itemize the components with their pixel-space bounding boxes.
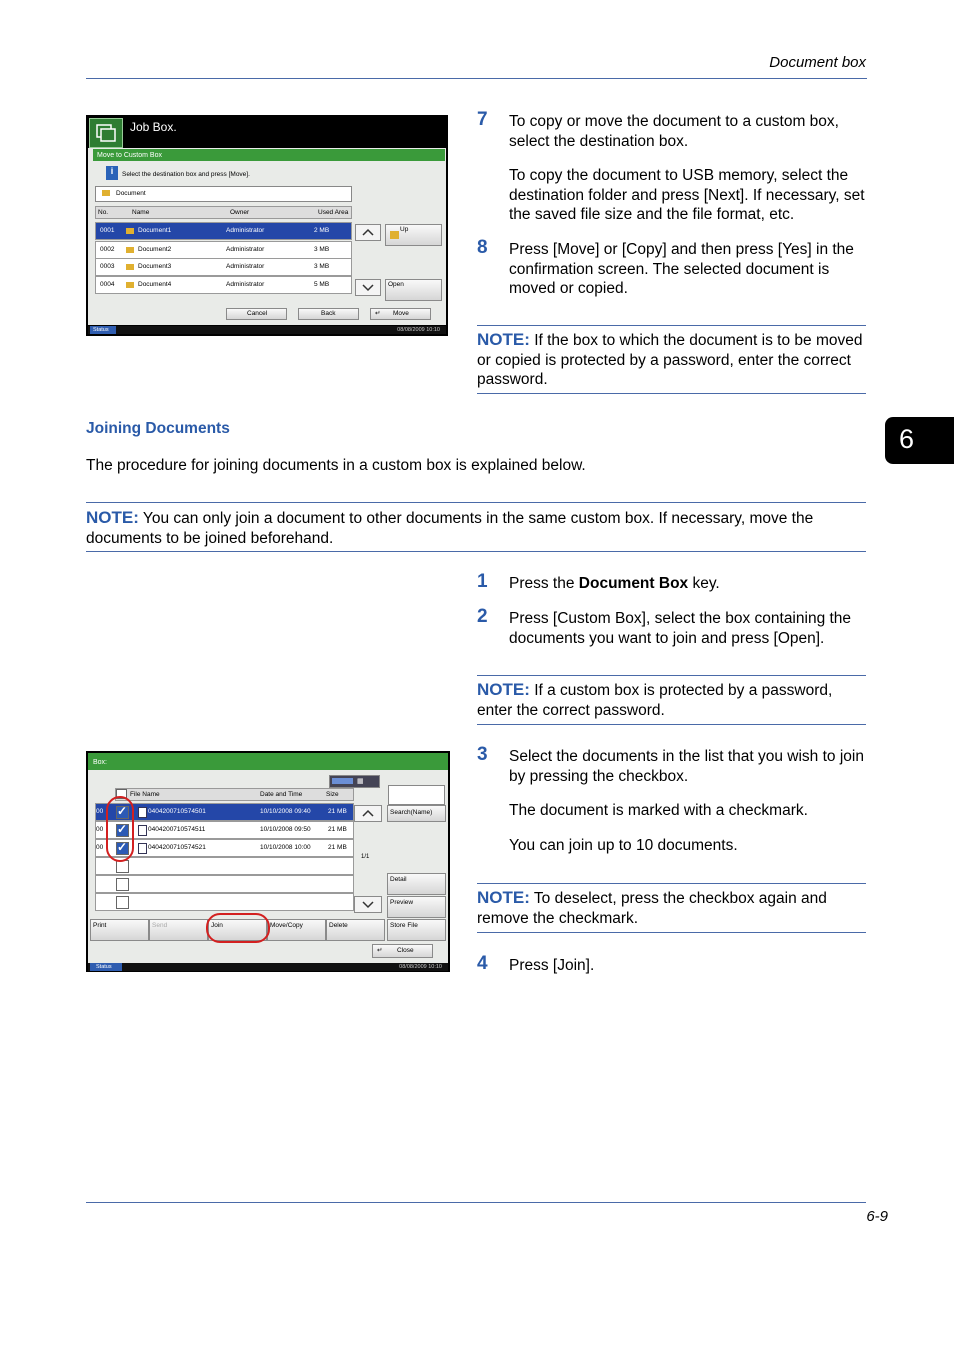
- step-1-number: 1: [477, 571, 488, 592]
- status-bar: [88, 326, 446, 334]
- cell-size: 21 MB: [328, 808, 347, 815]
- enter-icon: ↵: [375, 310, 381, 317]
- step-3-text: Select the documents in the list that you wish to join by pressing the checkbox.: [509, 748, 864, 785]
- step-1-text: Press the Document Box key.: [509, 575, 720, 592]
- cell-name: Document1: [138, 227, 172, 234]
- page-number: 6-9: [866, 1208, 888, 1225]
- step-8-text: Press [Move] or [Copy] and then press [Yes] in the confirmation screen. The selected document is moved or copied.: [509, 241, 854, 297]
- section-intro: The procedure for joining documents in a custom box is explained below.: [86, 457, 586, 474]
- search-field[interactable]: [388, 785, 445, 805]
- header-rule: [86, 78, 867, 79]
- note-3: NOTE: If a custom box is protected by a password, enter the correct password.: [477, 680, 833, 719]
- scroll-down-button[interactable]: [355, 279, 381, 296]
- up-button[interactable]: Up: [385, 224, 442, 246]
- table-header: File Name Date and Time Size: [115, 788, 354, 801]
- cell-name: 0404200710574511: [148, 826, 206, 833]
- cell-owner: Administrator: [226, 227, 265, 234]
- enter-icon: ↵: [377, 947, 383, 954]
- box-document-list-screen: [86, 751, 450, 972]
- section-title: Joining Documents: [86, 420, 230, 437]
- folder-icon: [126, 282, 134, 288]
- join-highlight: [206, 913, 270, 943]
- step-4-text: Press [Join].: [509, 957, 595, 974]
- row-checkbox[interactable]: [116, 878, 129, 891]
- footer-rule: [86, 1202, 866, 1203]
- cell-size: 21 MB: [328, 844, 347, 851]
- scroll-up-button[interactable]: [355, 224, 381, 241]
- screen-body: [88, 148, 446, 325]
- row-checkbox[interactable]: [116, 896, 129, 909]
- step-7-text-2: To copy the document to USB memory, select the destination folder and press [Next]. If necessary, set the saved file size and the file format, etc.: [509, 167, 865, 223]
- table-row[interactable]: [95, 857, 354, 875]
- view-toggle[interactable]: [329, 775, 380, 788]
- step-7-text: To copy or move the document to a custom box, select the destination box.: [509, 113, 839, 150]
- table-header: No. Name Owner Used Area: [95, 206, 352, 219]
- list-view-icon[interactable]: [332, 778, 353, 784]
- table-row[interactable]: [95, 893, 354, 911]
- cell-no: 0001: [100, 227, 115, 234]
- step-7-number: 7: [477, 109, 488, 130]
- screen-bar: Box:: [88, 753, 448, 770]
- screen-title: Job Box.: [130, 120, 177, 134]
- instruction-text: Select the destination box and press [Move].: [122, 171, 250, 178]
- up-folder-icon: [390, 231, 399, 239]
- delete-button[interactable]: Delete: [326, 919, 385, 941]
- chapter-tab: 6: [885, 417, 954, 464]
- job-box-icon: [89, 118, 123, 148]
- detail-button[interactable]: Detail: [387, 873, 446, 895]
- note-rule: [477, 675, 866, 676]
- running-header: Document box: [769, 54, 866, 71]
- cell-name: 0404200710574521: [148, 844, 206, 851]
- cell-no: 0004: [100, 281, 115, 288]
- cell-no: 00: [96, 844, 104, 851]
- cell-size: 3 MB: [314, 263, 330, 270]
- cell-name: Document2: [138, 246, 172, 253]
- status-datetime: 08/08/2009 10:10: [397, 327, 440, 333]
- cell-size: 21 MB: [328, 826, 347, 833]
- note-4: NOTE: To deselect, press the checkbox again and remove the checkmark.: [477, 888, 827, 927]
- status-datetime: 08/08/2009 10:10: [399, 964, 442, 970]
- cell-date: 10/10/2008 09:50: [260, 826, 311, 833]
- step-4-number: 4: [477, 953, 488, 974]
- cell-no: 0002: [100, 246, 115, 253]
- status-bar: [88, 963, 448, 971]
- folder-icon: [126, 228, 134, 234]
- note-1: NOTE: If the box to which the document is to be moved or copied is protected by a password, enter the correct password.: [477, 330, 863, 388]
- folder-path: Document: [95, 186, 352, 202]
- checkbox-highlight: [106, 796, 134, 862]
- send-button[interactable]: Send: [149, 919, 208, 941]
- note-2: NOTE: You can only join a document to other documents in the same custom box. If necessary, move the documents to be joined beforehand.: [86, 508, 814, 547]
- cell-size: 5 MB: [314, 281, 330, 288]
- cancel-button[interactable]: Cancel: [226, 308, 287, 320]
- print-button[interactable]: Print: [90, 919, 149, 941]
- open-button[interactable]: Open: [385, 279, 442, 301]
- back-button[interactable]: Back: [298, 308, 359, 320]
- cell-owner: Administrator: [226, 246, 265, 253]
- cell-date: 10/10/2008 09:40: [260, 808, 311, 815]
- cell-no: 00: [96, 826, 104, 833]
- move-button[interactable]: ↵ Move: [370, 308, 431, 320]
- cell-name: Document4: [138, 281, 172, 288]
- move-copy-button[interactable]: Move/Copy: [267, 919, 326, 941]
- cell-owner: Administrator: [226, 281, 265, 288]
- scroll-up-button[interactable]: [354, 805, 382, 822]
- store-file-button[interactable]: Store File: [387, 919, 446, 941]
- folder-icon: [126, 264, 134, 270]
- cell-name: Document3: [138, 263, 172, 270]
- document-icon: [138, 843, 147, 854]
- step-3-text-3: You can join up to 10 documents.: [509, 837, 738, 854]
- cell-no: 0003: [100, 263, 115, 270]
- status-tag[interactable]: Status: [90, 963, 122, 971]
- scroll-down-button[interactable]: [354, 896, 382, 913]
- document-icon: [138, 825, 147, 836]
- folder-icon: [126, 247, 134, 253]
- preview-button[interactable]: Preview: [387, 896, 446, 918]
- cell-no: 00: [96, 808, 104, 815]
- step-2-text: Press [Custom Box], select the box containing the documents you want to join and press [Open].: [509, 610, 852, 647]
- table-row[interactable]: [95, 276, 352, 294]
- cell-size: 2 MB: [314, 227, 330, 234]
- folder-icon: [102, 190, 110, 196]
- move-to-box-screen: [86, 115, 448, 336]
- cell-owner: Administrator: [226, 263, 265, 270]
- step-2-number: 2: [477, 606, 488, 627]
- note-rule: [477, 724, 866, 725]
- table-row[interactable]: [95, 241, 352, 259]
- table-row[interactable]: [95, 258, 352, 276]
- table-row[interactable]: [95, 875, 354, 893]
- step-3-text-2: The document is marked with a checkmark.: [509, 802, 808, 819]
- note-rule: [86, 551, 866, 552]
- table-row[interactable]: [95, 222, 352, 240]
- info-icon: i: [106, 166, 118, 180]
- status-tag[interactable]: Status: [90, 326, 116, 334]
- close-button[interactable]: ↵ Close: [372, 944, 433, 958]
- page-indicator: 1/1: [361, 854, 370, 860]
- document-icon: [138, 807, 147, 818]
- search-name-button[interactable]: Search(Name): [387, 805, 446, 822]
- note-rule: [86, 502, 866, 503]
- note-rule: [477, 883, 866, 884]
- step-8-number: 8: [477, 237, 488, 258]
- note-rule: [477, 325, 866, 326]
- cell-name: 0404200710574501: [148, 808, 206, 815]
- join-button[interactable]: Join: [208, 919, 267, 941]
- note-rule: [477, 393, 866, 394]
- note-rule: [477, 932, 866, 933]
- step-3-number: 3: [477, 744, 488, 765]
- cell-date: 10/10/2008 10:00: [260, 844, 311, 851]
- cell-size: 3 MB: [314, 246, 330, 253]
- screen-bar: Move to Custom Box: [93, 149, 445, 161]
- thumbnail-view-icon[interactable]: ▦: [357, 778, 364, 785]
